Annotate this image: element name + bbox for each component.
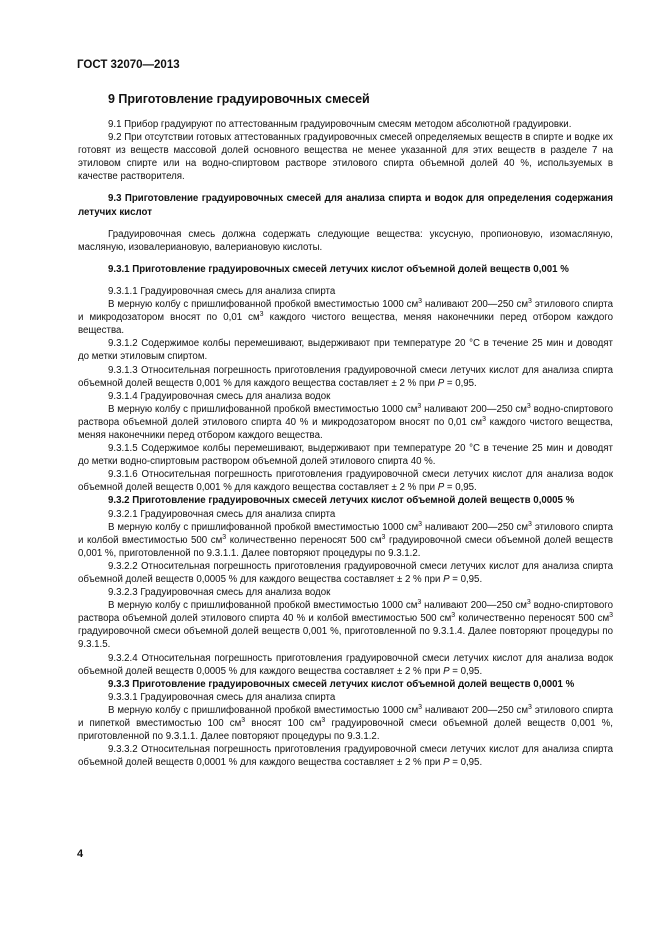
paragraph: В мерную колбу с пришлифованной пробкой вместимостью 1000 $см^3$ наливают 200—250 $см^3$ водно-спиртового раствора объемной долей этилового спирта 40 % и колбой вместимостью 500 $см^3$ количественно переносят 500 $см^3$ градуировочной смеси объемной долей веществ 0,001 %, приготовленной по 9.3.1.4. Далее повторяют процедуры по 9.3.1.5. bbox=[78, 598, 614, 651]
paragraph-gap bbox=[78, 254, 613, 263]
paragraph: В мерную колбу с пришлифованной пробкой вместимостью 1000 $см^3$ наливают 200—250 $см^3$ этилового спирта и микродозатором вносят по 0,01 $см^3$ каждого чистого вещества, меняя наконечники перед отбором каждого вещества. bbox=[78, 297, 613, 337]
paragraph: 9.3.2.3 Градуировочная смесь для анализа водок bbox=[108, 587, 331, 599]
paragraph: 9.3.1.6 Относительная погрешность приготовления градуировочной смеси летучих кислот для анализа водок объемной долей веществ 0,001 % для каждого вещества составляет ± 2 % при P = 0,95. bbox=[78, 469, 613, 494]
paragraph: В мерную колбу с пришлифованной пробкой вместимостью 1000 $см^3$ наливают 200—250 $см^3$ водно-спиртового раствора объемной долей этилового спирта 40 % и микродозатором вносят по 0,01 $см^3$ каждого чистого вещества, меняя наконечники перед отбором каждого вещества. bbox=[78, 402, 613, 441]
paragraph: 9.3.2.4 Относительная погрешность приготовления градуировочной смеси летучих кислот для анализа водок объемной долей веществ 0,0005 % для каждого вещества составляет ± 2 % при P = 0,95. bbox=[78, 652, 613, 677]
subsection-heading: 9.3.3 Приготовление градуировочных смесей летучих кислот объемной долей веществ 0,0001 % bbox=[108, 678, 575, 690]
paragraph: 9.2 При отсутствии готовых аттестованных градуировочных смесей определяемых веществ в спирте и водке их готовят из веществ массовой долей основного вещества не менее указанной для этих веществ в разделе 7 на этиловом спирте или на водно-спиртовом растворе этилового спирта объемной долей 40 %, используемых в качестве растворителя. bbox=[78, 132, 613, 183]
subsection-heading: 9.3.1 Приготовление градуировочных смесей летучих кислот объемной долей веществ 0,001 % bbox=[108, 263, 569, 275]
paragraph: 9.3.2.1 Градуировочная смесь для анализа спирта bbox=[108, 508, 336, 520]
paragraph: 9.3.1.4 Градуировочная смесь для анализа водок bbox=[108, 390, 331, 402]
document-header: ГОСТ 32070—2013 bbox=[77, 59, 180, 71]
paragraph-gap bbox=[78, 219, 613, 228]
paragraph: 9.3.3.1 Градуировочная смесь для анализа спирта bbox=[108, 691, 336, 703]
paragraph: 9.3.1.1 Градуировочная смесь для анализа спирта bbox=[108, 285, 336, 297]
subsection-heading: 9.3 Приготовление градуировочных смесей для анализа спирта и водок для определения содержания летучих кислот bbox=[78, 193, 613, 218]
subsection-heading: 9.3.2 Приготовление градуировочных смесей летучих кислот объемной долей веществ 0,0005 % bbox=[108, 495, 575, 507]
page-number: 4 bbox=[77, 848, 84, 860]
paragraph: 9.3.1.2 Содержимое колбы перемешивают, выдерживают при температуре 20 °С в течение 25 мин и доводят до метки этиловым спиртом. bbox=[78, 338, 613, 363]
paragraph-gap bbox=[78, 183, 613, 192]
paragraph: В мерную колбу с пришлифованной пробкой вместимостью 1000 $см^3$ наливают 200—250 $см^3$ этилового спирта и колбой вместимостью 500 $см^3$ количественно переносят 500 $см^3$ градуировочной смеси объемной долей веществ 0,001 %, приготовленной по 9.3.1.1. Далее повторяют процедуры по 9.3.1.2. bbox=[78, 520, 613, 559]
section-title: 9 Приготовление градуировочных смесей bbox=[108, 92, 370, 106]
paragraph: В мерную колбу с пришлифованной пробкой вместимостью 1000 $см^3$ наливают 200—250 $см^3$ этилового спирта и пипеткой вместимостью 100 $см^3$ вносят 100 $см^3$ градуировочной смеси объемной долей веществ 0,001 %, приготовленной по 9.3.1.1. Далее повторяют процедуры по 9.3.1.2. bbox=[78, 703, 613, 743]
paragraph-gap bbox=[78, 276, 613, 285]
paragraph: 9.1 Прибор градуируют по аттестованным градуировочным смесям методом абсолютной градуировки. bbox=[108, 119, 572, 130]
paragraph: 9.3.1.5 Содержимое колбы перемешивают, выдерживают при температуре 20 °С в течение 25 мин и доводят до метки водно-спиртовым раствором объемной долей этилового спирта 40 %. bbox=[78, 443, 613, 468]
paragraph: 9.3.3.2 Относительная погрешность приготовления градуировочной смеси летучих кислот для анализа спирта объемной долей веществ 0,0001 % для каждого вещества составляет ± 2 % при P = 0,95. bbox=[78, 744, 613, 769]
body-text bbox=[78, 118, 613, 769]
paragraph: 9.3.2.2 Относительная погрешность приготовления градуировочной смеси летучих кислот для анализа спирта объемной долей веществ 0,0005 % для каждого вещества составляет ± 2 % при P = 0,95. bbox=[78, 560, 613, 585]
paragraph: 9.3.1.3 Относительная погрешность приготовления градуировочной смеси летучих кислот для анализа спирта объемной долей веществ 0,001 % для каждого вещества составляет ± 2 % при P = 0,95. bbox=[78, 364, 613, 389]
paragraph: Градуировочная смесь должна содержать следующие вещества: уксусную, пропионовую, изомасляную, масляную, изовалериановую, валериановую кислоты. bbox=[78, 228, 613, 253]
